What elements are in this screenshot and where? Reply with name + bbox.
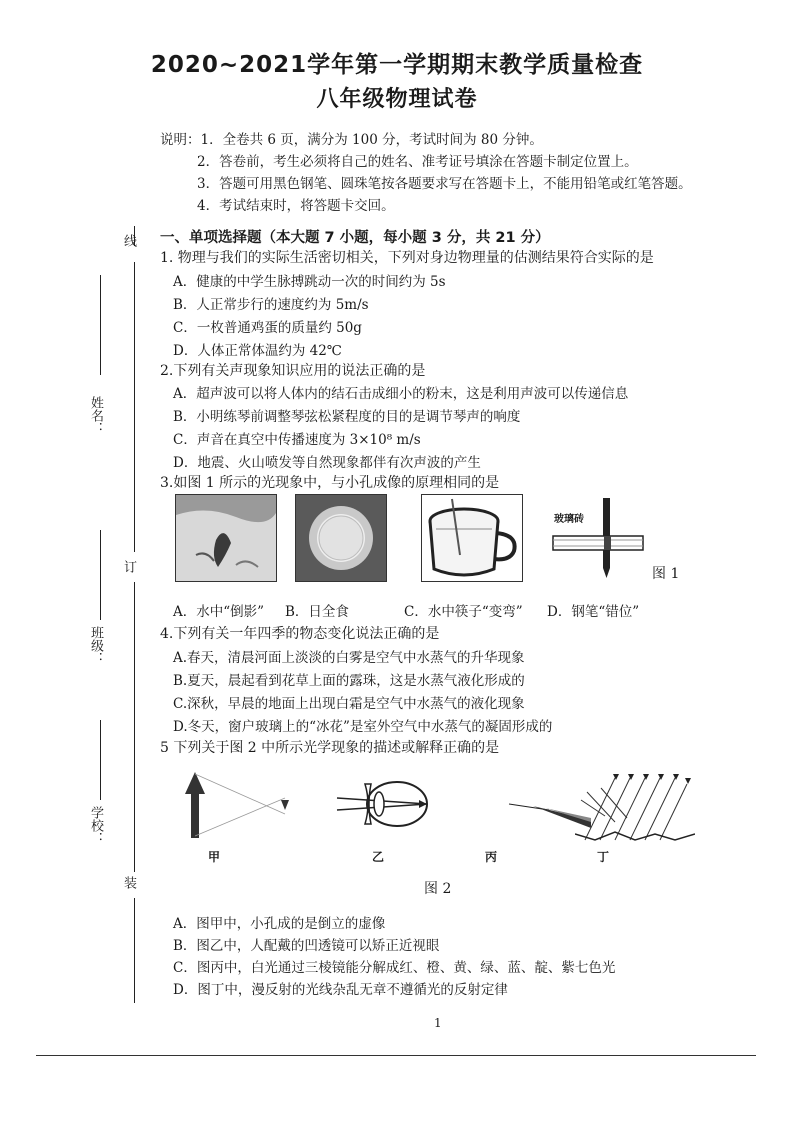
class-label: 班级： [88,626,103,665]
school-underline [100,720,101,800]
option: A．健康的中学生脉搏跳动一次的时间约为 5s [173,274,446,290]
option: B．日全食 [285,604,349,620]
page-number: 1 [434,1016,442,1030]
option: B．小明练琴前调整琴弦松紧程度的目的是调节琴声的响度 [173,409,521,425]
note-4: 4．考试结束时，将答题卡交回。 [197,198,395,214]
figure1-label: 图 1 [652,566,680,582]
school-label: 学校： [88,806,103,845]
option: A．图甲中，小孔成的是倒立的虚像 [173,916,386,932]
question-stem: 1. 物理与我们的实际生活密切相关，下列对身边物理量的估测结果符合实际的是 [160,250,654,266]
option: B．图乙中，人配戴的凹透镜可以矫正近视眼 [173,938,440,954]
option: C.深秋，早晨的地面上出现白霜是空气中水蒸气的液化现象 [173,696,525,712]
option: D．钢笔“错位” [547,604,640,620]
note-3: 3．答题可用黑色钢笔、圆珠笔按各题要求写在答题卡上，不能用铅笔或红笔答题。 [197,176,692,192]
figure2-caption-jia: 甲 [208,850,221,864]
figure2-caption-yi: 乙 [372,850,385,864]
exam-title: 2020~2021学年第一学期期末教学质量检查 [150,52,644,78]
exam-subtitle: 八年级物理试卷 [316,87,478,112]
class-underline [100,530,101,620]
seal-line [134,582,135,872]
seal-line [134,898,135,1003]
figure2-label: 图 2 [424,881,452,897]
option: A.春天，清晨河面上淡淡的白雾是空气中水蒸气的升华现象 [173,650,525,666]
option: D．地震、火山喷发等自然现象都伴有次声波的产生 [173,455,481,471]
glass-brick-label: 玻璃砖 [554,514,584,525]
name-label: 姓名： [88,396,103,435]
option: D．图丁中，漫反射的光线杂乱无章不遵循光的反射定律 [173,982,508,998]
figure2-caption-bing: 丙 [485,850,498,864]
bottom-border-line [36,1055,756,1056]
option: A．水中“倒影” [173,604,265,620]
option: D．人体正常体温约为 42℃ [173,343,342,359]
seal-line-bottom-char: 装 [121,876,136,889]
note-1: 说明：1．全卷共 6 页，满分为 100 分，考试时间为 80 分钟。 [160,132,543,148]
question-stem: 5 下列关于图 2 中所示光学现象的描述或解释正确的是 [160,740,500,756]
option: C．水中筷子“变弯” [404,604,523,620]
section-heading: 一、单项选择题（本大题 7 小题，每小题 3 分，共 21 分） [160,230,550,246]
seal-line [134,262,135,552]
pen-behind-glass-figure [549,494,649,580]
option: C．图丙中，白光通过三棱镜能分解成红、橙、黄、绿、蓝、靛、紫七色光 [173,960,616,976]
question-stem: 2.下列有关声现象知识应用的说法正确的是 [160,363,426,379]
question-stem: 4.下列有关一年四季的物态变化说法正确的是 [160,626,440,642]
seal-line-mid-char: 订 [121,560,136,573]
eclipse-photo [295,494,387,582]
option: B.夏天，晨起看到花草上面的露珠，这是水蒸气液化形成的 [173,673,525,689]
note-2: 2．答卷前，考生必须将自己的姓名、准考证号填涂在答题卡制定位置上。 [197,154,638,170]
option: C．声音在真空中传播速度为 3×10⁸ m/s [173,432,421,448]
option: D.冬天，窗户玻璃上的“冰花”是室外空气中水蒸气的凝固形成的 [173,719,553,735]
pinhole-diagram [175,770,305,845]
seal-line-top-char: 线 [121,234,136,247]
myopia-lens-diagram [335,770,435,845]
question-stem: 3.如图 1 所示的光现象中，与小孔成像的原理相同的是 [160,475,500,491]
option: C．一枚普通鸡蛋的质量约 50g [173,320,362,336]
option: A．超声波可以将人体内的结石击成细小的粉末，这是利用声波可以传递信息 [173,386,629,402]
reflection-photo [175,494,277,582]
name-underline [100,275,101,375]
option: B．人正常步行的速度约为 5m/s [173,297,369,313]
chopsticks-in-water-photo [421,494,523,582]
figure2-caption-ding: 丁 [597,850,610,864]
diffuse-reflection-diagram [575,770,695,845]
